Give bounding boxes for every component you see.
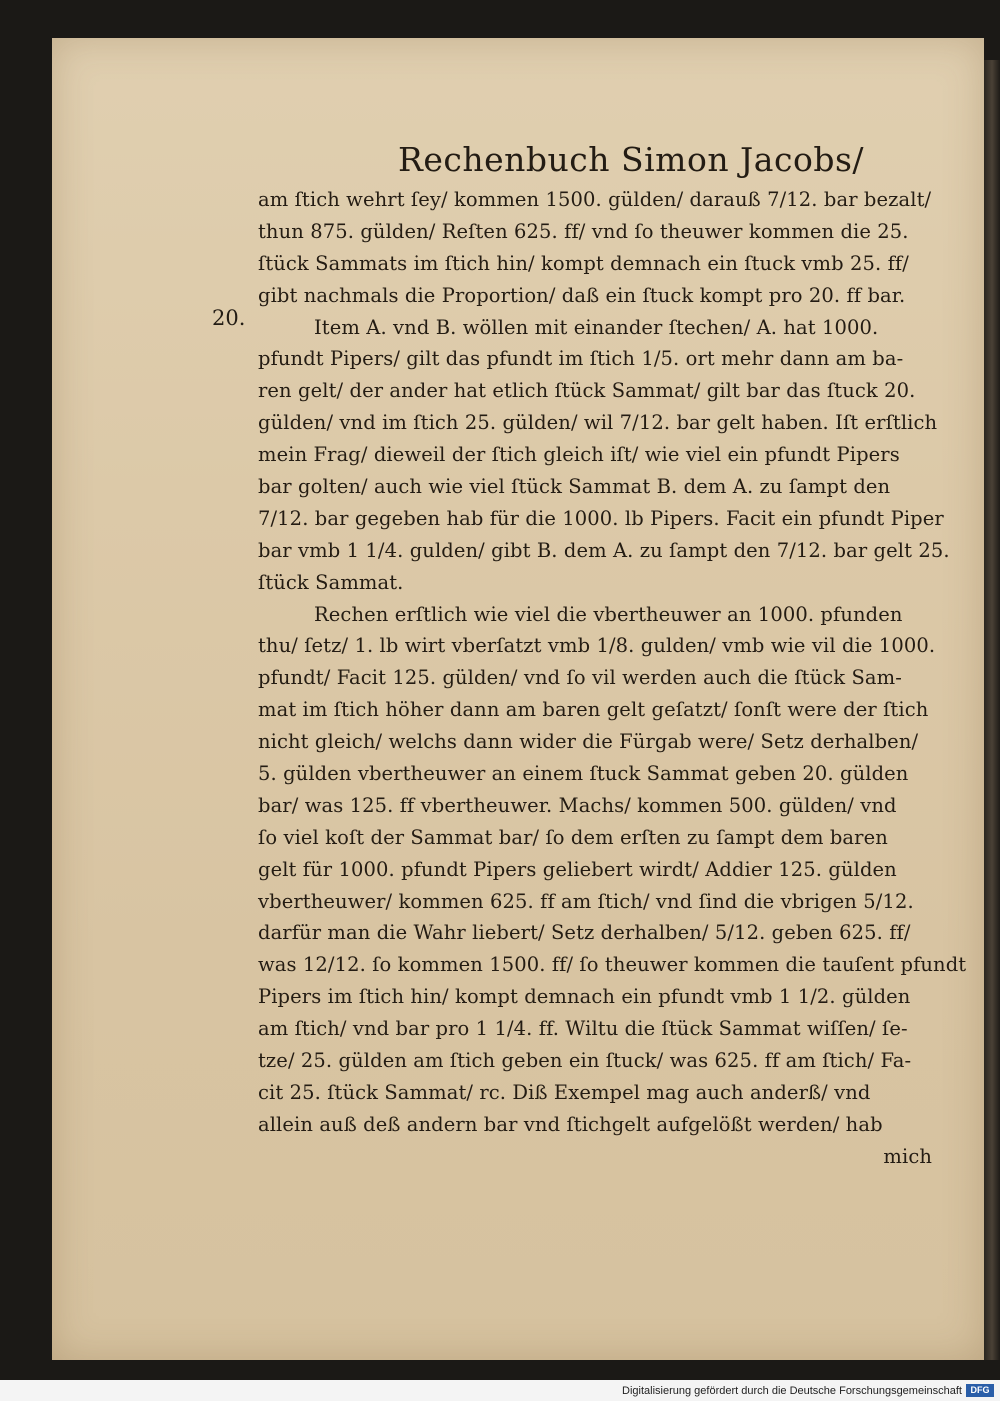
text-line: 5. gülden vbertheuwer an einem ſtuck Sammat geben 20. gülden [258,762,909,786]
text-line: bar golten/ auch wie viel ſtück Sammat B. dem A. zu ſampt den [258,475,891,499]
body-text [258,184,967,1173]
dfg-logo-icon[interactable]: DFG [966,1384,994,1397]
text-line: vbertheuwer/ kommen 625. ff am ſtich/ vnd ſind die vbrigen 5/12. [258,889,914,913]
text-line: allein auß deß andern bar vnd ſtichgelt aufgelößt werden/ hab [258,1112,883,1136]
text-line: darfür man die Wahr liebert/ Setz derhalben/ 5/12. geben 625. ff/ [258,921,911,945]
text-line: pfundt Pipers/ gilt das pfundt im ſtich 1/5. ort mehr dann am ba- [258,347,904,371]
catchword: mich [883,1144,932,1168]
page-edge [984,60,1000,1360]
text-line: was 12/12. ſo kommen 1500. ff/ ſo theuwer kommen die tauſent pfundt [258,953,967,977]
text-line: mat im ſtich höher dann am baren gelt geſatzt/ ſonſt were der ſtich [258,698,929,722]
text-line: gelt für 1000. pfundt Pipers geliebert wirdt/ Addier 125. gülden [258,857,897,881]
text-line: thun 875. gülden/ Reſten 625. ff/ vnd ſo theuwer kommen die 25. [258,219,909,243]
text-line: gülden/ vnd im ſtich 25. gülden/ wil 7/12. bar gelt haben. Iſt erſtlich [258,411,938,435]
text-line: ren gelt/ der ander hat etlich ſtück Sammat/ gilt bar das ſtuck 20. [258,379,916,403]
text-line: Rechen erſtlich wie viel die vbertheuwer an 1000. pfunden [314,602,903,626]
text-line: ſtück Sammats im ſtich hin/ kompt demnach ein ſtuck vmb 25. ff/ [258,251,909,275]
margin-number: 20. [212,306,246,330]
text-line: tze/ 25. gülden am ſtich geben ein ſtuck/ was 625. ff am ſtich/ Fa- [258,1049,912,1073]
text-line: am ſtich/ vnd bar pro 1 1/4. ff. Wiltu die ſtück Sammat wiſſen/ ſe- [258,1017,908,1041]
text-line: 7/12. bar gegeben hab für die 1000. lb Pipers. Facit ein pfundt Piper [258,506,944,530]
text-line: mein Frag/ dieweil der ſtich gleich iſt/ wie viel ein pfundt Pipers [258,443,900,467]
running-head: Rechenbuch Simon Jacobs/ [398,140,864,179]
funding-credit: Digitalisierung gefördert durch die Deutsche Forschungsgemeinschaft [622,1385,962,1397]
text-line: ſtück Sammat. [258,570,404,594]
text-line: bar vmb 1 1/4. gulden/ gibt B. dem A. zu ſampt den 7/12. bar gelt 25. [258,538,950,562]
text-line: thu/ ſetz/ 1. lb wirt vberſatzt vmb 1/8. gulden/ vmb wie vil die 1000. [258,634,936,658]
text-line: cit 25. ſtück Sammat/ rc. Diß Exempel mag auch anderß/ vnd [258,1080,871,1104]
text-line: Item A. vnd B. wöllen mit einander ſtechen/ A. hat 1000. [314,315,879,339]
text-line: am ſtich wehrt ſey/ kommen 1500. gülden/ darauß 7/12. bar bezalt/ [258,188,932,211]
text-line: ſo viel koſt der Sammat bar/ ſo dem erſten zu ſampt dem baren [258,825,888,849]
text-line: pfundt/ Facit 125. gülden/ vnd ſo vil werden auch die ſtück Sam- [258,666,902,690]
text-line: bar/ was 125. ff vbertheuwer. Machs/ kommen 500. gülden/ vnd [258,793,897,817]
text-line: nicht gleich/ welchs dann wider die Fürgab were/ Setz derhalben/ [258,730,919,754]
text-line: Pipers im ſtich hin/ kompt demnach ein pfundt vmb 1 1/2. gülden [258,985,911,1009]
text-line: gibt nachmals die Proportion/ daß ein ſtuck kompt pro 20. ff bar. [258,283,906,307]
